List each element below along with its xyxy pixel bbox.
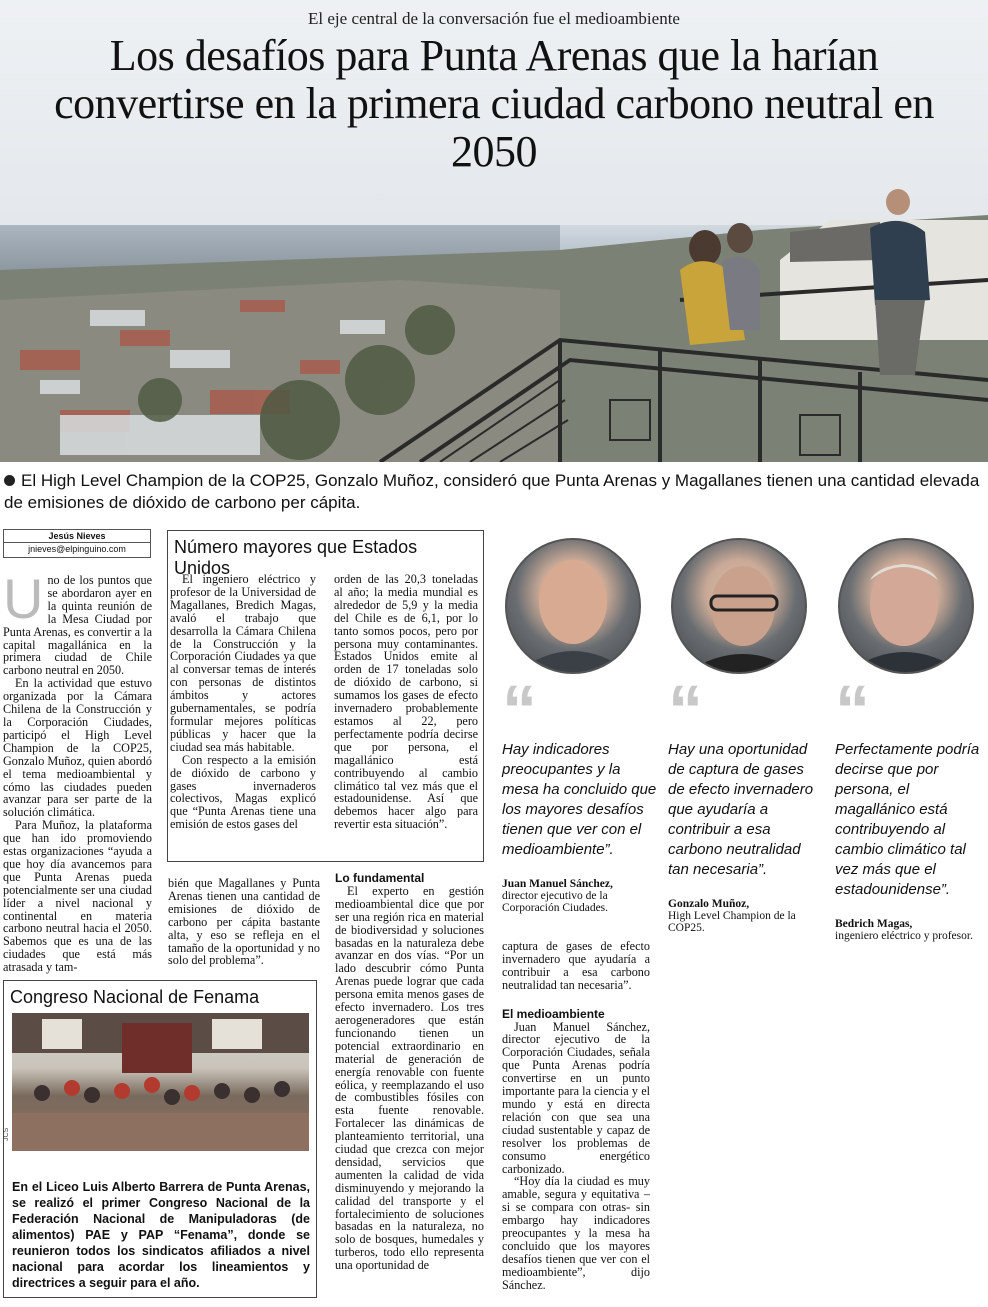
article-column-4 bbox=[502, 940, 650, 1292]
col2-continuation: bién que Magallanes y Punta Arenas tienen una cantidad de emisiones de dióxido de carbono per cápita bastante alta, y eso se refleja en el tamaño de la oportunidad y no solo del problema”. bbox=[168, 876, 320, 968]
quote-mark-icon: “ bbox=[835, 671, 870, 749]
quote-3-text: Perfectamente podría decirse que por persona, el magallánico está contribuyendo al cambio climático tal vez más que el estadounidense”. bbox=[835, 741, 980, 898]
box-column-2 bbox=[334, 573, 478, 831]
box-col1-p1: El ingeniero eléctrico y profesor de la Universidad de Magallanes, Bredich Magas, avaló el trabajo que desarrolla la Cámara Chilena de la Construcción y la Corporación Ciudades ya que al conversar temas de interés con personas de distintos ámbitos y actores gubernamentales, se podría formular mejores políticas públicas y hacer que la ciudad sea más habitable. bbox=[170, 572, 316, 754]
quote-2-attribution bbox=[668, 898, 818, 934]
fenama-title: Congreso Nacional de Fenama bbox=[10, 987, 260, 1007]
col4-p0: captura de gases de efecto invernadero que ayudaría a contribuir a esa carbono neutralidad tan necesaria”. bbox=[502, 939, 650, 992]
col4-p1: Juan Manuel Sánchez, director ejecutivo de la Corporación Ciudades, señala que Punta Arenas podría convertirse en un punto importante para la ciencia y el mundo y está en directa relación con que sea una ciudad sustentable y capaz de resolver los problemas de consumo energético carbonizado. bbox=[502, 1019, 650, 1176]
quote-1-name: Juan Manuel Sánchez, bbox=[502, 878, 613, 890]
col4-p2: “Hoy día la ciudad es muy amable, segura y equitativa –si se compara con otras- sin embargo hay indicadores preocupantes y la mesa ha concluido que los mayores desafíos tienen que ver con el medioambiente”, dijo Sánchez. bbox=[502, 1174, 650, 1292]
quote-2-name: Gonzalo Muñoz, bbox=[668, 898, 750, 910]
quote-2-role: High Level Champion de la COP25. bbox=[668, 910, 796, 934]
drop-cap: U bbox=[3, 567, 44, 630]
main-photo-caption bbox=[4, 470, 984, 514]
portrait-juan-manuel-sanchez bbox=[505, 538, 641, 674]
col3-p1: El experto en gestión medioambiental dice que por ser una región rica en material de biodiversidad y soluciones basadas en la naturaleza debe avanzar en dos vías. “Por un lado descubrir cómo Punta Arenas puede lograr que cada persona emita menos gases de efecto invernadero. Los tres aerogeneradores que están funcionando tienen un potencial extraordinario en material de generación de energía renovable con fuente eólica, y reemplazando el uso de combustibles fósiles con esta fuente renovable. Fortalecer las dinámicas de planteamiento territorial, una ciudad que crezca con mejor densidad, servicios que aumenten la calidad de vida disminuyendo y mejorando la calidad del transporte y el fortalecimiento de soluciones basadas en la naturaleza, no solo de bosques, humedales y turberos, todo ello representa una oportunidad de bbox=[335, 883, 484, 1273]
box-col1-p2: Con respecto a la emisión de dióxido de carbono y gases invernaderos colectivos, Magas explicó que “Punta Arenas tiene una emisión de estos gases del bbox=[170, 752, 316, 832]
kicker: El eje central de la conversación fue el medioambiente bbox=[308, 9, 680, 28]
col1-p3: Para Muñoz, la plataforma que han ido promoviendo estas organizaciones “ayuda a que hoy día avancemos para que Punta Arenas pueda potencialmente ser una ciudad líder a nivel nacional y continental en materia carbono neutral hacia el 2050. Sabemos que es una de las ciudades que está más atrasada y tam- bbox=[3, 818, 152, 975]
portrait-bedrich-magas bbox=[838, 538, 974, 674]
portrait-illustration bbox=[840, 540, 972, 672]
byline bbox=[3, 529, 151, 558]
col1-p2: En la actividad que estuvo organizada por la Cámara Chilena de la Construcción y la Corporación Ciudades, participó el High Level Champion de la COP25, Gonzalo Muñoz, quien abordó el tema medioambiental y cómo las ciudades pueden avanzar para ser parte de la solución climática. bbox=[3, 676, 152, 820]
article-column-3 bbox=[335, 872, 484, 1272]
article-column-2 bbox=[168, 877, 320, 967]
quote-3 bbox=[835, 671, 985, 942]
quote-2 bbox=[668, 671, 818, 934]
congress-photo bbox=[12, 1013, 309, 1151]
article-column-1 bbox=[3, 567, 152, 975]
quote-1-text: Hay indicadores preocupantes y la mesa ha concluido que los mayores desafíos tienen que ver con el medioambiente”. bbox=[502, 741, 657, 858]
col1-p1: no de los puntos que se abordaron ayer en la quinta reunión de la Mesa Ciudad por Punta Arenas, es convertir a la capital magallánica en la primera ciudad de Chile carbono neutral en 2050. bbox=[3, 573, 152, 678]
box-column-1 bbox=[170, 573, 316, 831]
fenama-caption: En el Liceo Luis Alberto Barrera de Punta Arenas, se realizó el primer Congreso Nacional de la Federación Nacional de Manipuladoras (de alimentos) PAE y PAP “Fenama”, donde se reunieron todos los sindicatos afiliados a nivel nacional para acordar los lineamientos y directrices a seguir para el año. bbox=[12, 1180, 310, 1290]
author-name: Jesús Nieves bbox=[4, 530, 150, 543]
portrait-gonzalo-munoz bbox=[671, 538, 807, 674]
headline: Los desafíos para Punta Arenas que la harían convertirse en la primera ciudad carbono neutral en 2050 bbox=[54, 31, 934, 176]
quote-3-role: ingeniero eléctrico y profesor. bbox=[835, 930, 973, 942]
box-title: Número mayores que Estados Unidos bbox=[174, 537, 418, 578]
photo-credit: JCS bbox=[3, 1127, 10, 1141]
quote-3-attribution bbox=[835, 918, 985, 942]
author-email: jnieves@elpinguino.com bbox=[28, 544, 126, 554]
quote-3-name: Bedrich Magas, bbox=[835, 918, 913, 930]
main-caption-text: El High Level Champion de la COP25, Gonzalo Muñoz, consideró que Punta Arenas y Magallanes tienen una cantidad elevada de emisiones de dióxido de carbono per cápita. bbox=[4, 471, 980, 512]
bullet-icon bbox=[4, 475, 15, 486]
quote-2-text: Hay una oportunidad de captura de gases de efecto invernadero que ayudaría a contribuir a esa carbono neutralidad tan necesaria”. bbox=[668, 741, 814, 878]
col3-heading: Lo fundamental bbox=[335, 871, 425, 885]
sidebar-fenama bbox=[3, 980, 317, 1298]
quote-mark-icon: “ bbox=[502, 671, 537, 749]
sidebar-box-numbers bbox=[167, 530, 484, 862]
quote-mark-icon: “ bbox=[668, 671, 703, 749]
congress-illustration bbox=[12, 1013, 309, 1151]
portrait-illustration bbox=[507, 540, 639, 672]
col4-heading: El medioambiente bbox=[502, 1006, 605, 1021]
box-col2-p1: orden de las 20,3 toneladas al año; la media mundial es alrededor de 5,9 y la media del Chile es de 6,1, por lo tanto somos pocos, pero por persona muy contaminantes. Estados Unidos emite al orden de 17 toneladas solo de dióxido de carbono, si sumamos los gases de efecto invernadero probablemente estamos al 22, pero perfectamente podría decirse que por persona, el magallánico está contribuyendo al cambio climático tal vez más que el estadounidense. Así que debemos hacer algo para revertir esta situación”. bbox=[334, 572, 478, 832]
portrait-illustration bbox=[673, 540, 805, 672]
quote-1-role: director ejecutivo de la Corporación Ciudades. bbox=[502, 890, 609, 914]
quote-1 bbox=[502, 671, 657, 914]
quote-1-attribution bbox=[502, 878, 657, 914]
